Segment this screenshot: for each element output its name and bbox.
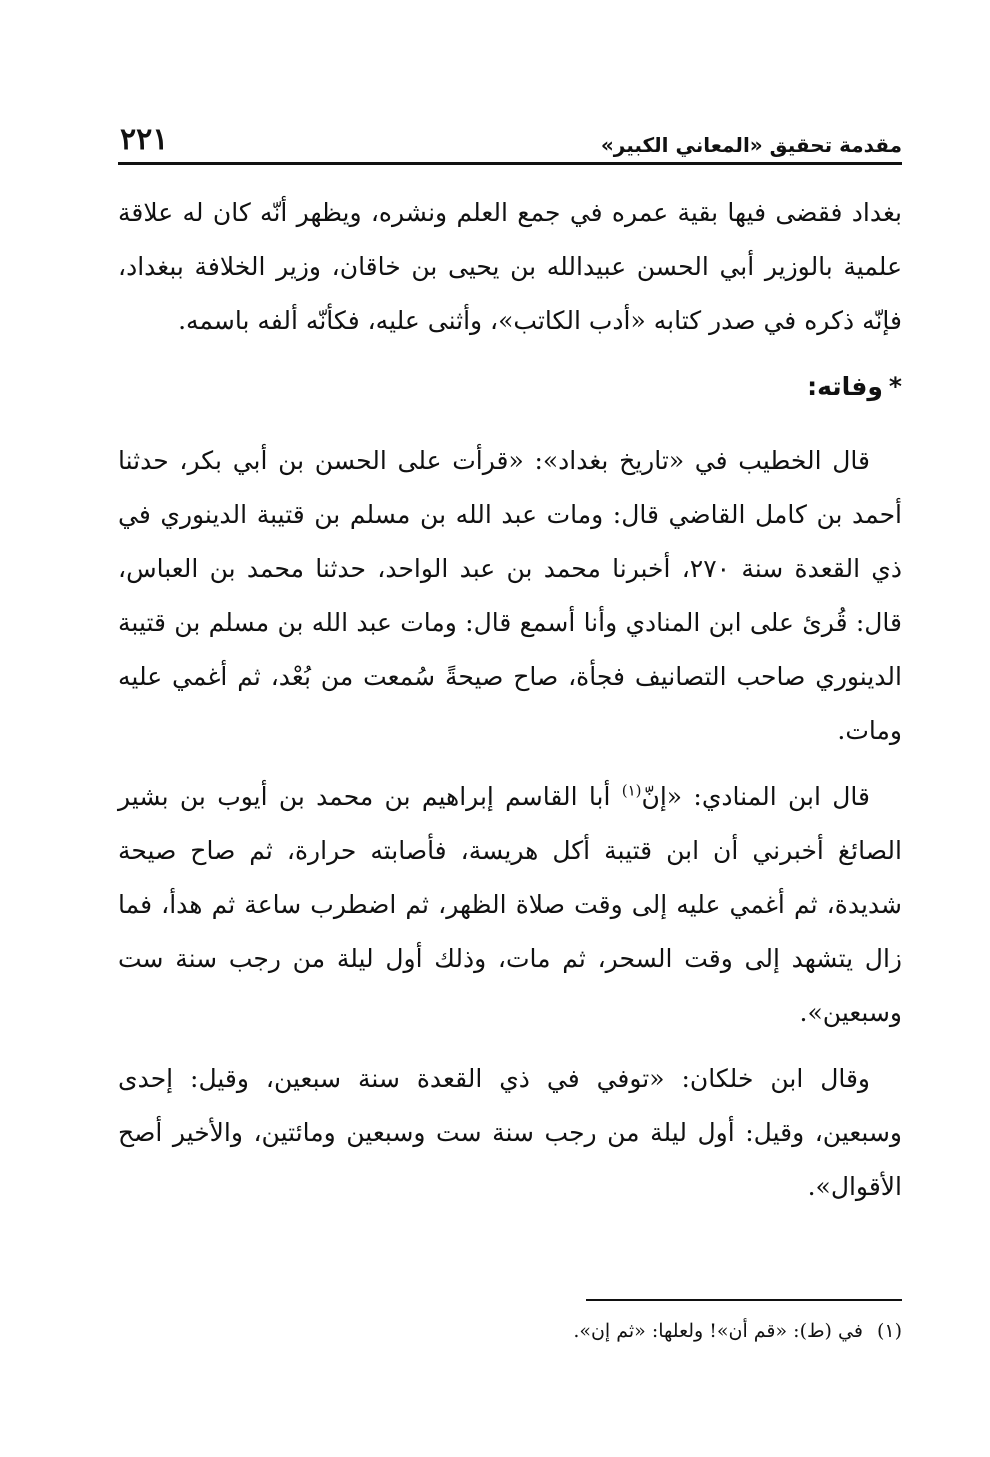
footnote-text: في (ط): «قم أن»! ولعلها: «ثم إن». [573,1320,863,1342]
paragraph-ibn-munadi-rest: أبا القاسم إبراهيم بن محمد بن أيوب بن بشير الصائغ أخبرني أن ابن قتيبة أكل هريسة، فأصابته حرارة، ثم صاح صيحة شديدة، ثم أغمي عليه إلى وقت صلاة الظهر، ثم اضطرب ساعة ثم هدأ، فما زال يتشهد إلى وقت السحر، ثم مات، وذلك أول ليلة من رجب سنة ست وسبعين». [118,782,902,1027]
footnote [118,1316,902,1346]
paragraph-biography: بغداد فقضى فيها بقية عمره في جمع العلم ونشره، ويظهر أنّه كان له علاقة علمية بالوزير أبي الحسن عبيدالله بن يحيى بن خاقان، وزير الخلافة ببغداد، فإنّه ذكره في صدر كتابه «أدب الكاتب»، وأثنى عليه، فكأنّه ألفه باسمه. [118,198,902,335]
footnote-rule [586,1299,902,1301]
header-rule [118,162,902,165]
paragraph-ibn-munadi [118,770,902,1040]
heading-asterisk: * [888,372,902,401]
page-number: ٢٢١ [120,122,169,157]
main-text [118,186,902,1226]
page-header [118,122,902,166]
running-title: مقدمة تحقيق «المعاني الكبير» [600,133,902,157]
section-heading-death [118,360,902,414]
heading-text: وفاته: [807,372,883,401]
paragraph-ibn-munadi-start: قال ابن المنادي: «إنّ [641,782,870,811]
paragraph-ibn-khallikan: وقال ابن خلكان: «توفي في ذي القعدة سنة سبعين، وقيل: إحدى وسبعين، وقيل: أول ليلة من رجب سنة ست وسبعين ومائتين، والأخير أصح الأقوال». [118,1064,902,1201]
footnote-number: (١) [876,1320,902,1342]
footnote-reference[interactable]: (١) [621,781,642,800]
paragraph-khatib: قال الخطيب في «تاريخ بغداد»: «قرأت على الحسن بن أبي بكر، حدثنا أحمد بن كامل القاضي قال: ومات عبد الله بن مسلم بن قتيبة الدينوري في ذي القعدة سنة ٢٧٠، أخبرنا محمد بن عبد الواحد، حدثنا محمد بن العباس، قال: قُرئ على ابن المنادي وأنا أسمع قال: ومات عبد الله بن مسلم بن قتيبة الدينوري صاحب التصانيف فجأة، صاح صيحةً سُمعت من بُعْد، ثم أغمي عليه ومات. [118,446,902,745]
